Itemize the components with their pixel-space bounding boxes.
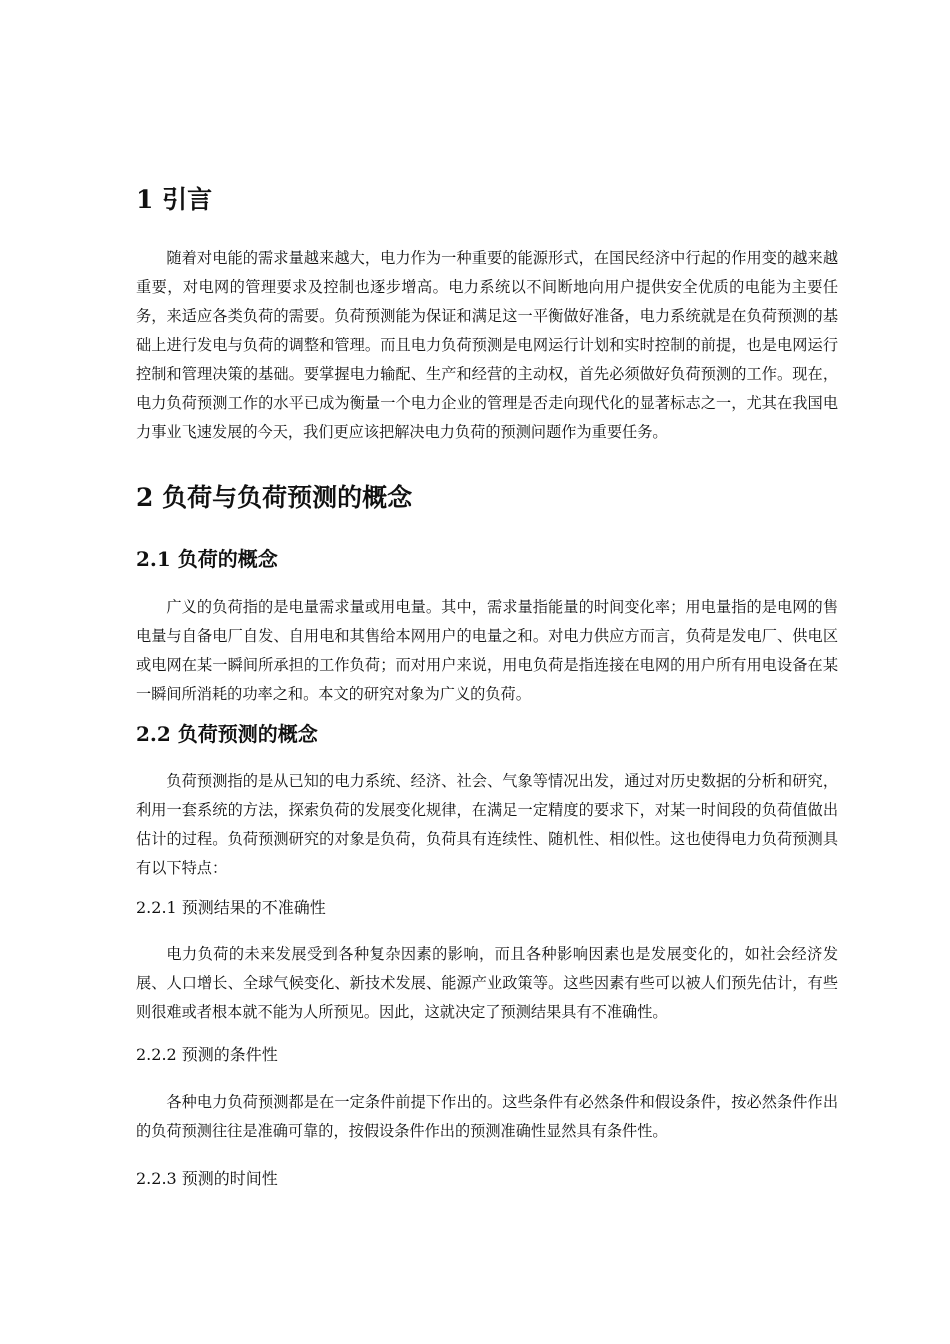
section-1-heading: 1 引言 bbox=[136, 185, 213, 214]
section-2-2-1-paragraph: 电力负荷的未来发展受到各种复杂因素的影响，而且各种影响因素也是发展变化的，如社会经济发展、人口增长、全球气候变化、新技术发展、能源产业政策等。这些因素有些可以被人们预先估计，有些则很难或者根本就不能为人所预见。因此，这就决定了预测结果具有不准确性。 bbox=[136, 945, 838, 1021]
section-2-2-3-heading: 2.2.3 预测的时间性 bbox=[136, 1169, 278, 1188]
section-2-2-2-paragraph: 各种电力负荷预测都是在一定条件前提下作出的。这些条件有必然条件和假设条件，按必然条件作出的负荷预测往往是准确可靠的，按假设条件作出的预测准确性显然具有条件性。 bbox=[136, 1093, 838, 1140]
section-2-heading: 2 负荷与负荷预测的概念 bbox=[136, 483, 413, 512]
section-2-1-heading: 2.1 负荷的概念 bbox=[136, 547, 278, 571]
section-2-1-paragraph: 广义的负荷指的是电量需求量或用电量。其中，需求量指能量的时间变化率；用电量指的是电网的售电量与自备电厂自发、自用电和其售给本网用户的电量之和。对电力供应方而言，负荷是发电厂、供电区或电网在某一瞬间所承担的工作负荷；而对用户来说，用电负荷是指连接在电网的用户所有用电设备在某一瞬间所消耗的功率之和。本文的研究对象为广义的负荷。 bbox=[136, 598, 838, 703]
section-2-2-2-heading: 2.2.2 预测的条件性 bbox=[136, 1045, 278, 1064]
section-2-2-paragraph: 负荷预测指的是从已知的电力系统、经济、社会、气象等情况出发，通过对历史数据的分析和研究，利用一套系统的方法，探索负荷的发展变化规律，在满足一定精度的要求下，对某一时间段的负荷值做出估计的过程。负荷预测研究的对象是负荷，负荷具有连续性、随机性、相似性。这也使得电力负荷预测具有以下特点： bbox=[136, 772, 838, 877]
section-2-2-1-heading: 2.2.1 预测结果的不准确性 bbox=[136, 898, 326, 917]
section-2-2-heading: 2.2 负荷预测的概念 bbox=[136, 722, 318, 746]
section-1-paragraph: 随着对电能的需求量越来越大，电力作为一种重要的能源形式，在国民经济中行起的作用变的越来越重要，对电网的管理要求及控制也逐步增高。电力系统以不间断地向用户提供安全优质的电能为主要任务，来适应各类负荷的需要。负荷预测能为保证和满足这一平衡做好准备，电力系统就是在负荷预测的基础上进行发电与负荷的调整和管理。而且电力负荷预测是电网运行计划和实时控制的前提，也是电网运行控制和管理决策的基础。要掌握电力输配、生产和经营的主动权，首先必须做好负荷预测的工作。现在，电力负荷预测工作的水平已成为衡量一个电力企业的管理是否走向现代化的显著标志之一，尤其在我国电力事业飞速发展的今天，我们更应该把解决电力负荷的预测问题作为重要任务。 bbox=[136, 249, 838, 441]
